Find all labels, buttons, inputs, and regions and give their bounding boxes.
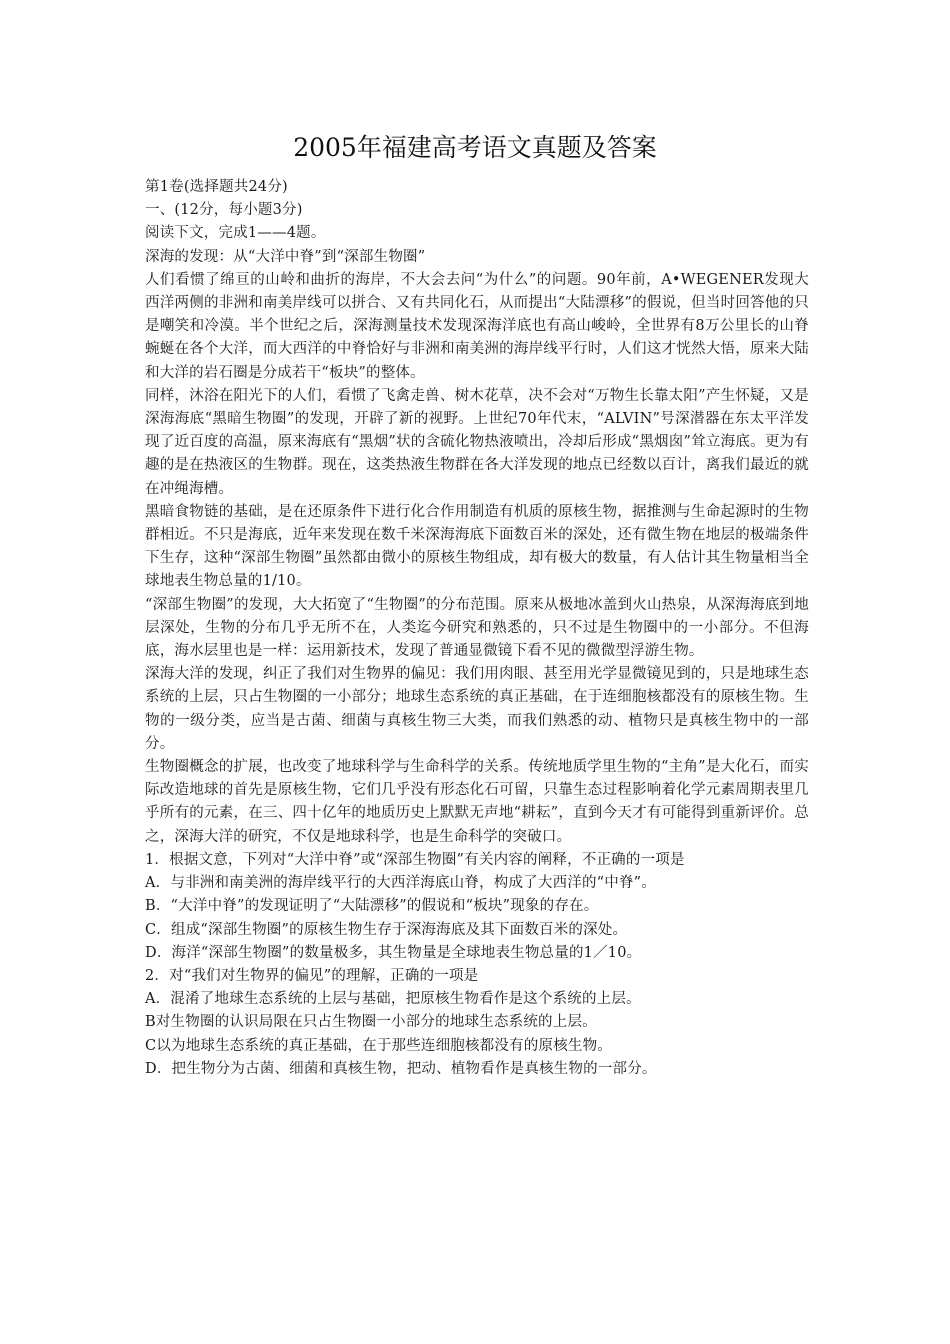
- answer-option: A．与非洲和南美洲的海岸线平行的大西洋海底山脊，构成了大西洋的“中脊”。: [145, 875, 656, 892]
- question-stem: 1．根据文意，下列对“大洋中脊”或“深部生物圈”有关内容的阐释，不正确的一项是: [145, 851, 685, 868]
- answer-option: B．“大洋中脊”的发现证明了“大陆漂移”的假说和“板块”现象的存在。: [145, 898, 599, 915]
- article-paragraph: 人们看惯了绵亘的山岭和曲折的海岸，不大会去问“为什么”的问题。90年前，A•WEGENER发现大西洋两侧的非洲和南美岸线可以拼合、又有共同化石，从而提出“大陆漂移”的假说，但当时回答他的只是嘲笑和冷漠。半个世纪之后，深海测量技术发现深海洋底也有高山峻岭，全世界有8万公里长的山脊蜿蜒在各个大洋，而大西洋的中脊恰好与非洲和南美洲的海岸线平行时，人们这才恍然大悟，原来大陆和大洋的岩石圈是分成若干“板块”的整体。: [145, 271, 809, 381]
- document-body: [145, 176, 809, 1081]
- answer-option: D．海洋“深部生物圈”的数量极多，其生物量是全球地表生物总量的1／10。: [145, 944, 642, 961]
- answer-option: C．组成“深部生物圈”的原核生物生存于深海海底及其下面数百米的深处。: [145, 921, 628, 938]
- article-paragraph: 深海大洋的发现，纠正了我们对生物界的偏见：我们用肉眼、甚至用光学显微镜见到的，只是地球生态系统的上层，只占生物圈的一小部分；地球生态系统的真正基础，在于连细胞核都没有的原核生物。生物的一级分类，应当是古菌、细菌与真核生物三大类，而我们熟悉的动、植物只是真核生物中的一部分。: [145, 666, 809, 752]
- answer-option: D．把生物分为古菌、细菌和真核生物，把动、植物看作是真核生物的一部分。: [145, 1060, 657, 1077]
- answer-option: B对生物圈的认识局限在只占生物圈一小部分的地球生态系统的上层。: [145, 1014, 597, 1031]
- page-title: 2005年福建高考语文真题及答案: [293, 133, 657, 162]
- article-paragraph: “深部生物圈”的发现，大大拓宽了“生物圈”的分布范围。原来从极地冰盖到火山热泉，从深海海底到地层深处，生物的分布几乎无所不在，人类迄今研究和熟悉的，只不过是生物圈中的一小部分。不但海底，海水层里也是一样：运用新技术，发现了普通显微镜下看不见的微微型浮游生物。: [145, 596, 809, 660]
- reading-instruction: 阅读下文，完成1——4题。: [145, 225, 326, 242]
- answer-option: C以为地球生态系统的真正基础，在于那些连细胞核都没有的原核生物。: [145, 1037, 612, 1054]
- section-heading: 第1卷(选择题共24分): [145, 179, 288, 195]
- article-paragraph: 黑暗食物链的基础，是在还原条件下进行化合作用制造有机质的原核生物，据推测与生命起源时的生物群相近。不只是海底，近年来发现在数千米深海海底下面数百米的深处，还有微生物在地层的极端条件下生存，这种“深部生物圈”虽然都由微小的原核生物组成，却有极大的数量，有人估计其生物量相当全球地表生物总量的1/10。: [145, 503, 809, 590]
- article-title: 深海的发现：从“大洋中脊”到“深部生物圈”: [145, 248, 426, 265]
- question-stem: 2．对“我们对生物界的偏见”的理解，正确的一项是: [145, 967, 479, 984]
- article-paragraph: 生物圈概念的扩展，也改变了地球科学与生命科学的关系。传统地质学里生物的“主角”是大化石，而实际改造地球的首先是原核生物，它们几乎没有形态化石可留，只靠生态过程影响着化学元素周期表里几乎所有的元素，在三、四十亿年的地质历史上默默无声地“耕耘”，直到今天才有可能得到重新评价。总之，深海大洋的研究，不仅是地球科学，也是生命科学的突破口。: [145, 759, 809, 845]
- answer-option: A．混淆了地球生态系统的上层与基础，把原核生物看作是这个系统的上层。: [145, 991, 641, 1008]
- section-subheading: 一、(12分，每小题3分): [145, 202, 303, 219]
- article-paragraph: 同样，沐浴在阳光下的人们，看惯了飞禽走兽、树木花草，决不会对“万物生长靠太阳”产生怀疑，又是深海海底“黑暗生物圈”的发现，开辟了新的视野。上世纪70年代末，“ALVIN”号深潜器在东太平洋发现了近百度的高温，原来海底有“黑烟”状的含硫化物热液喷出，冷却后形成“黑烟囱”耸立海底。更为有趣的是在热液区的生物群。现在，这类热液生物群在各大洋发现的地点已经数以百计，离我们最近的就在冲绳海槽。: [145, 387, 809, 497]
